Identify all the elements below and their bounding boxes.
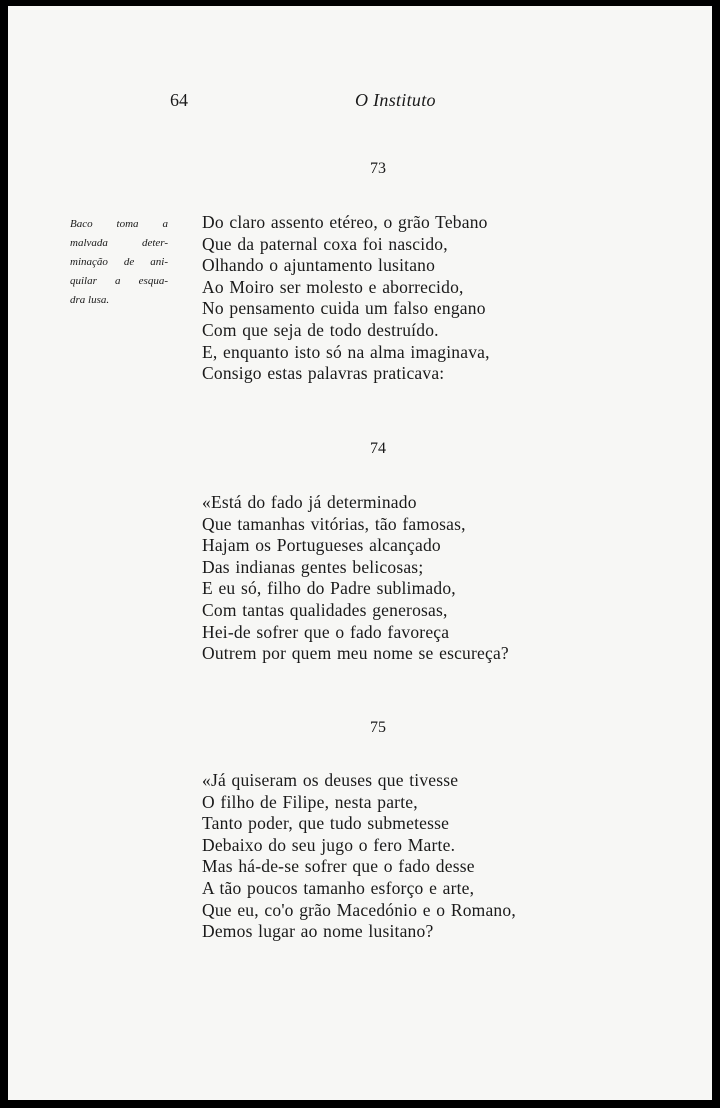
verse-line: Hajam os Portugueses alcançado bbox=[202, 535, 441, 556]
verse-line: Ao Moiro ser molesto e aborrecido, bbox=[202, 276, 464, 297]
verse-line: Das indianas gentes belicosas; bbox=[202, 556, 424, 577]
stanza-73 bbox=[202, 212, 490, 385]
page-number: 64 bbox=[170, 90, 188, 110]
verse-line: «Já quiseram os deuses que tivesse bbox=[202, 770, 459, 790]
stanza-number-75: 75 bbox=[370, 719, 386, 736]
stanza-74 bbox=[202, 492, 509, 665]
verse-line: No pensamento cuida um falso engano bbox=[202, 298, 486, 319]
verse-line: E eu só, filho do Padre sublimado, bbox=[202, 578, 456, 599]
margin-note-line: Baco toma a bbox=[70, 218, 168, 230]
verse-line: Debaixo do seu jugo o fero Marte. bbox=[202, 834, 456, 855]
verse-line: «Está do fado já determinado bbox=[202, 492, 417, 512]
running-title: O Instituto bbox=[355, 90, 436, 110]
stanza-75 bbox=[202, 770, 516, 943]
stanza-number-73: 73 bbox=[370, 160, 386, 177]
verse-line: Que eu, co'o grão Macedónio e o Romano, bbox=[202, 899, 516, 920]
verse-line: E, enquanto isto só na alma imaginava, bbox=[202, 341, 490, 362]
book-page bbox=[8, 6, 712, 1100]
margin-note-line: quilar a esqua- bbox=[70, 275, 168, 287]
verse-line: Demos lugar ao nome lusitano? bbox=[202, 921, 434, 942]
verse-line: Que tamanhas vitórias, tão famosas, bbox=[202, 513, 466, 534]
verse-line: Hei-de sofrer que o fado favoreça bbox=[202, 621, 450, 642]
stanza-number-74: 74 bbox=[370, 440, 386, 457]
verse-line: Que da paternal coxa foi nascido, bbox=[202, 233, 448, 254]
verse-line: A tão poucos tamanho esforço e arte, bbox=[202, 877, 475, 898]
verse-line: Olhando o ajuntamento lusitano bbox=[202, 255, 436, 276]
verse-line: Mas há-de-se sofrer que o fado desse bbox=[202, 856, 475, 877]
margin-note-line: dra lusa. bbox=[70, 294, 110, 306]
margin-note-line: malvada deter- bbox=[70, 237, 168, 249]
verse-line: O filho de Filipe, nesta parte, bbox=[202, 791, 418, 812]
verse-line: Outrem por quem meu nome se escureça? bbox=[202, 643, 509, 664]
margin-note-line: minação de ani- bbox=[70, 256, 168, 268]
margin-note bbox=[70, 215, 168, 310]
verse-line: Do claro assento etéreo, o grão Tebano bbox=[202, 212, 488, 232]
verse-line: Com tantas qualidades generosas, bbox=[202, 599, 448, 620]
verse-line: Consigo estas palavras praticava: bbox=[202, 363, 445, 384]
verse-line: Com que seja de todo destruído. bbox=[202, 319, 439, 340]
verse-line: Tanto poder, que tudo submetesse bbox=[202, 813, 450, 834]
